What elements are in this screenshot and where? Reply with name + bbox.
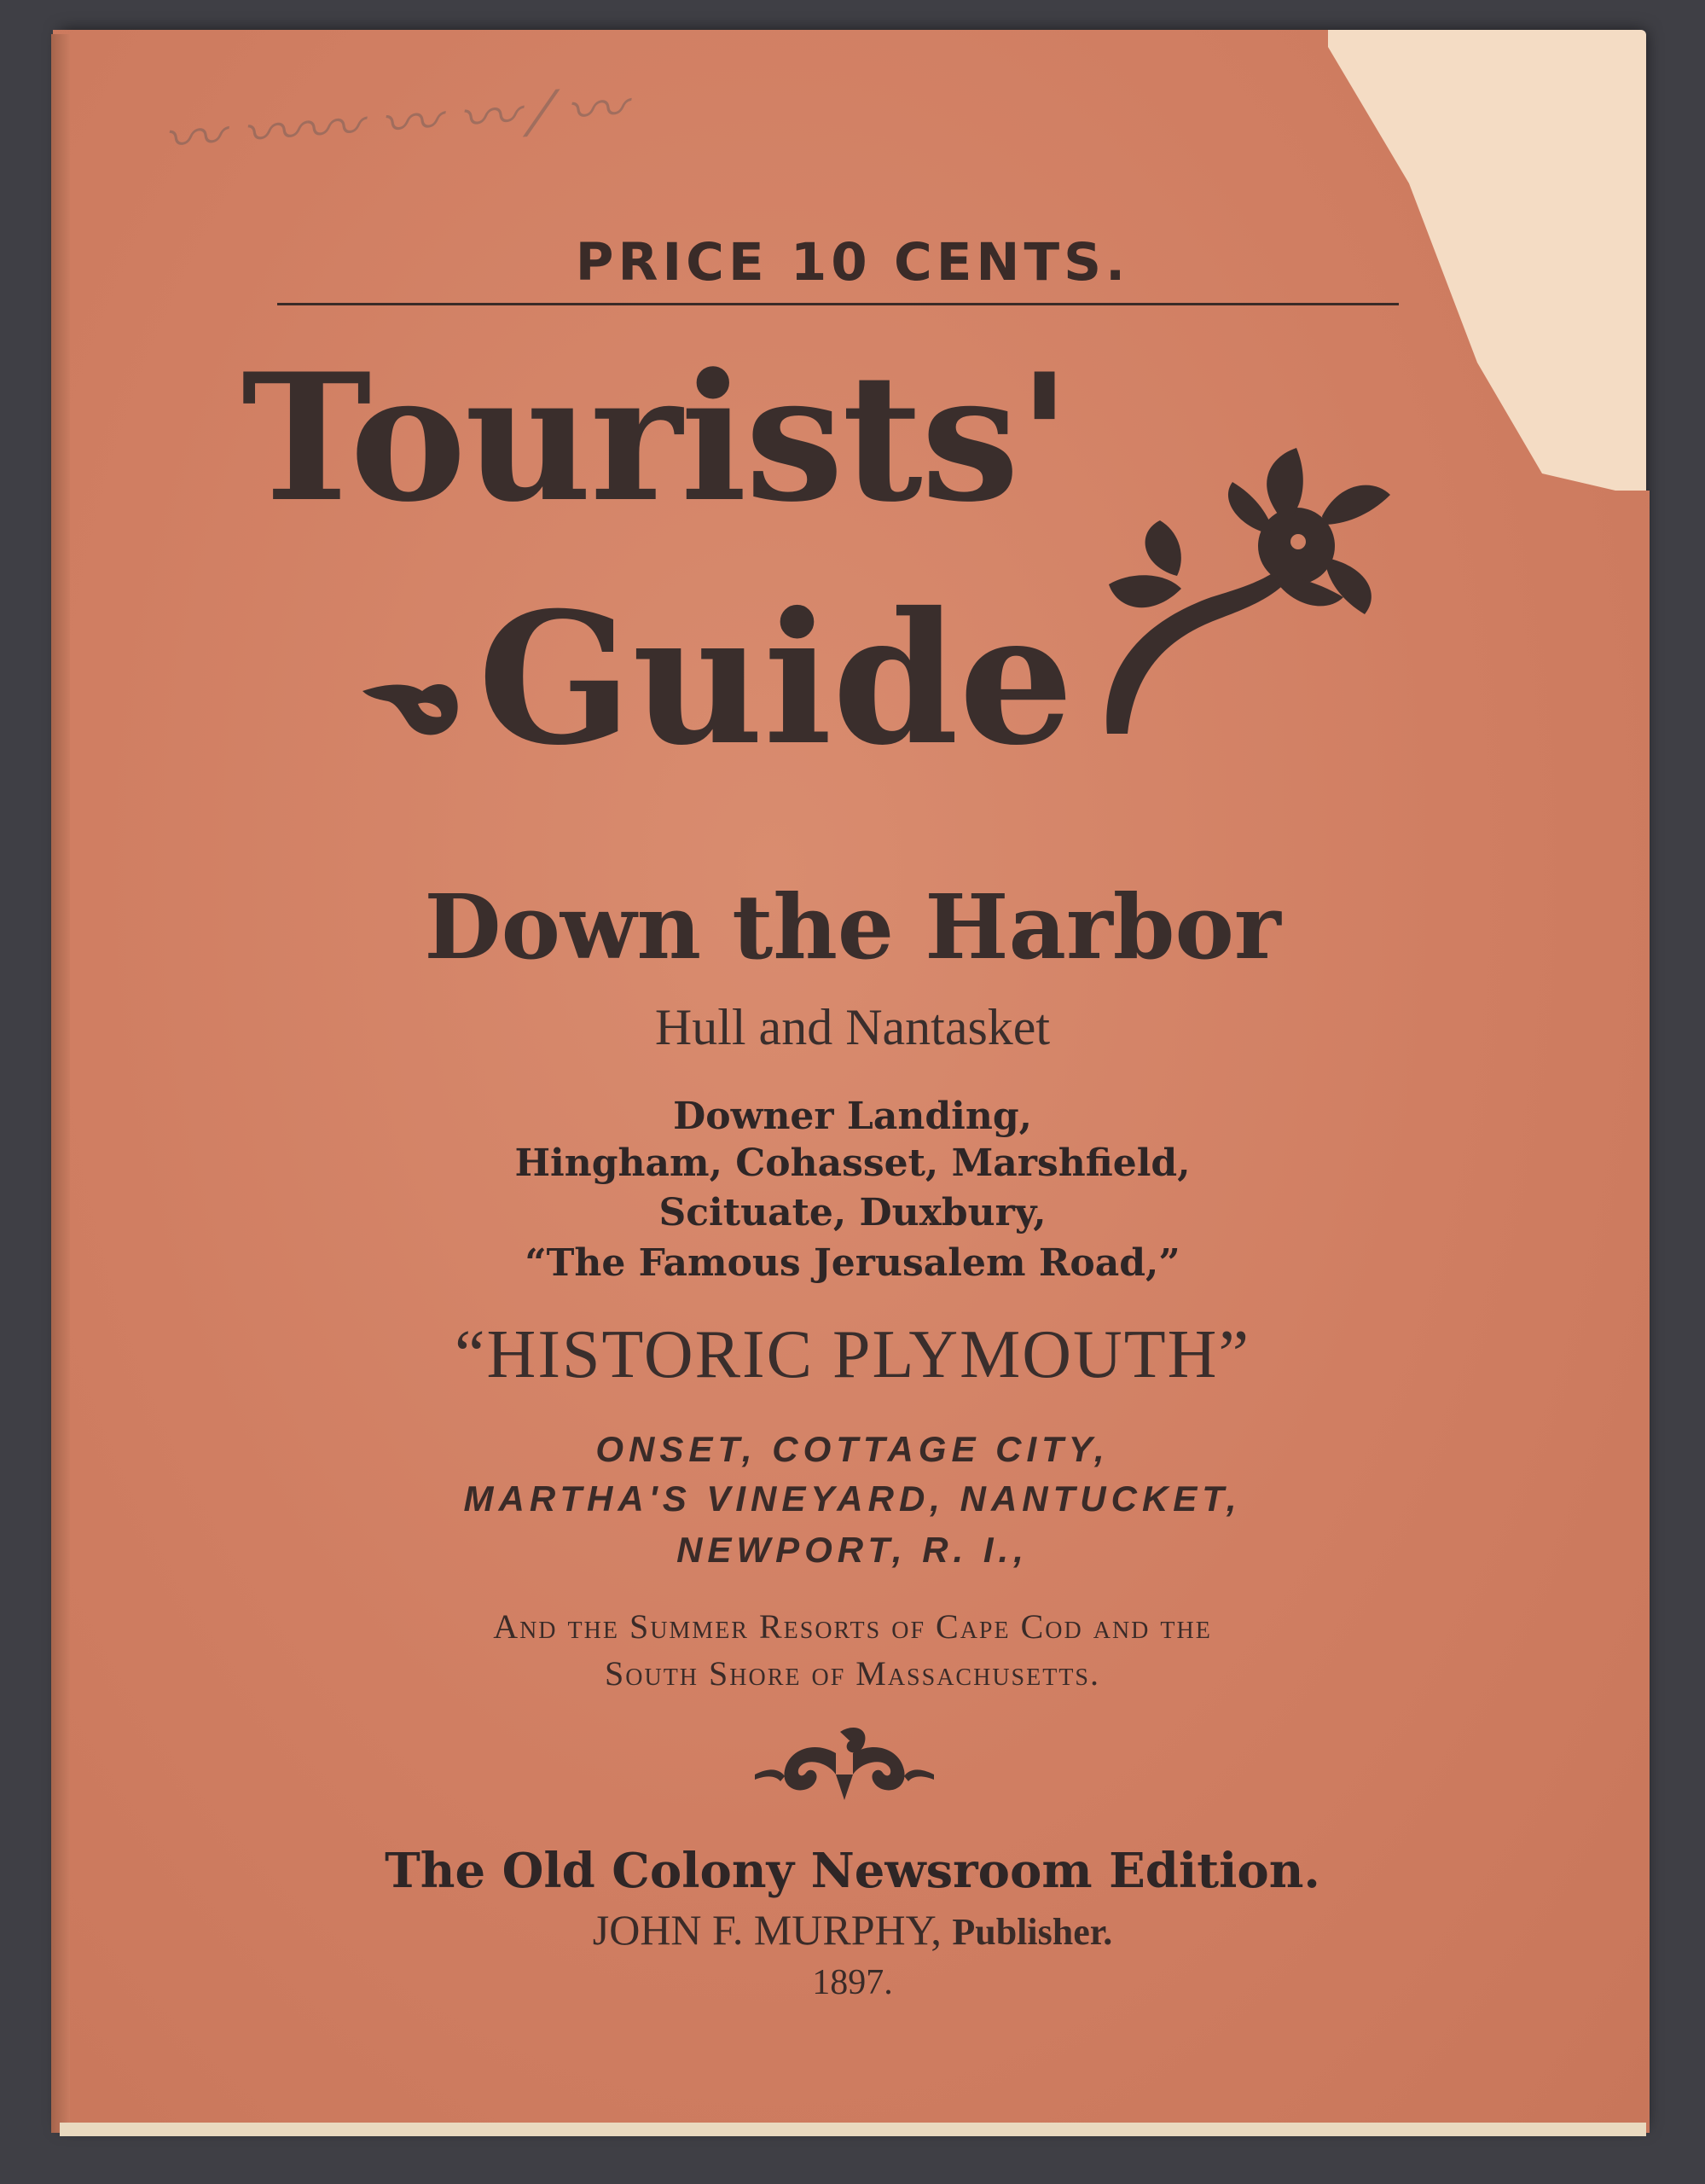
divider-rule	[277, 303, 1399, 305]
pencil-annotation: 〰 〰〰 〰 〰 ⁄ 〰	[160, 73, 628, 176]
subtitle: Down the Harbor	[424, 874, 1281, 979]
price-label: PRICE 10 CENTS.	[575, 232, 1130, 293]
resorts-line-1: And the Summer Resorts of Cape Cod and the	[493, 1607, 1212, 1646]
year: 1897.	[812, 1963, 893, 2002]
edition-line: The Old Colony Newsroom Edition.	[385, 1843, 1320, 1899]
hull-line: Hull and Nantasket	[654, 999, 1051, 1055]
publisher-suffix: Publisher.	[952, 1911, 1113, 1953]
places-line-3: Scituate, Duxbury,	[658, 1191, 1047, 1234]
spine-edge	[51, 34, 70, 2133]
resorts-line-2: South Shore of Massachusetts.	[605, 1654, 1100, 1693]
title-line-1: Tourists'	[241, 336, 1070, 541]
islands-line-1: ONSET, COTTAGE CITY,	[595, 1429, 1110, 1469]
places-line-2: Hingham, Cohasset, Marshfield,	[514, 1141, 1191, 1185]
scroll-fleuron-icon	[755, 1723, 934, 1800]
places-line-4: “The Famous Jerusalem Road,”	[525, 1241, 1180, 1285]
page-edge	[60, 2123, 1646, 2136]
places-line-1: Downer Landing,	[673, 1095, 1032, 1138]
publisher-line	[0, 1905, 1705, 1955]
leaf-ornament-icon	[362, 665, 465, 742]
historic-plymouth: “HISTORIC PLYMOUTH”	[455, 1317, 1250, 1392]
title-line-2: Guide	[478, 572, 1074, 785]
flower-ornament-icon	[1083, 448, 1399, 746]
islands-line-2: MARTHA'S VINEYARD, NANTUCKET,	[463, 1478, 1242, 1519]
publisher-name: JOHN F. MURPHY,	[592, 1906, 942, 1954]
islands-line-3: NEWPORT, R. I.,	[676, 1530, 1029, 1570]
